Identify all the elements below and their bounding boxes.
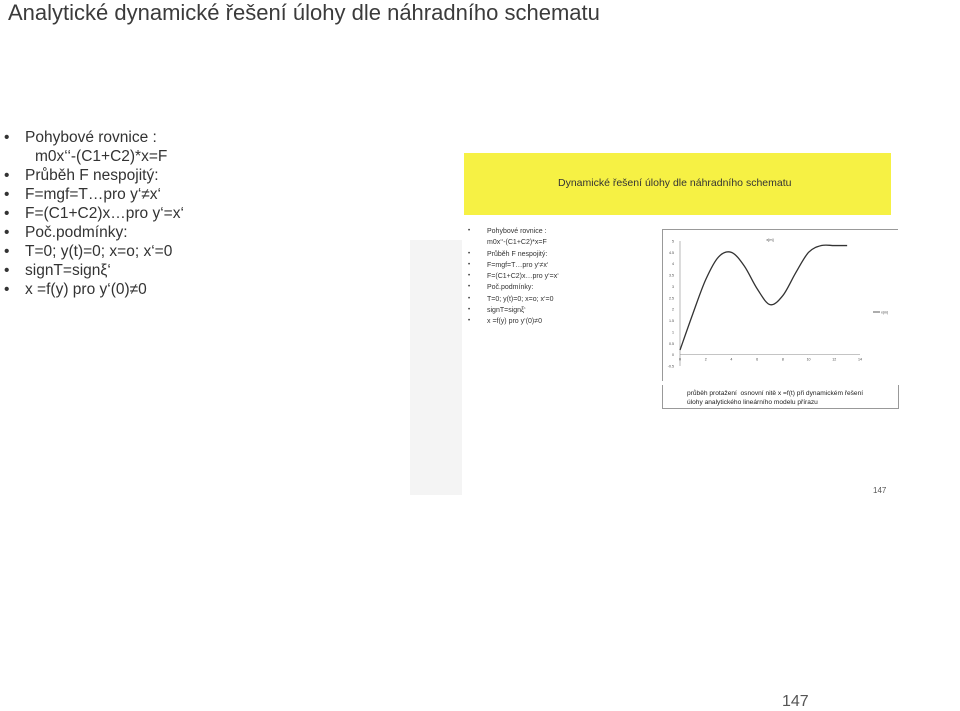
x-tick-label: 0 xyxy=(679,357,681,362)
x-tick-label: 6 xyxy=(756,357,759,362)
bullet-dot-icon: • xyxy=(4,224,10,241)
y-tick-label: 3.5 xyxy=(669,273,674,278)
caption-line-2: úlohy analytického lineárního modelu přírazu xyxy=(687,398,818,406)
list-item-text: Poč.podmínky: xyxy=(25,224,128,241)
bullet-dot-icon: • xyxy=(4,129,10,146)
x-tick-label: 14 xyxy=(858,357,862,362)
list-item-text: m0x‘‘-(C1+C2)*x=F xyxy=(487,239,547,247)
bullet-dot-icon: • xyxy=(468,273,471,280)
faint-shadow xyxy=(410,240,462,495)
list-item xyxy=(4,128,184,147)
list-item-text: F=mgf=T…pro y‘≠x‘ xyxy=(25,186,161,203)
y-tick-label: 2 xyxy=(672,307,674,312)
list-item-text: x =f(y) pro y‘(0)≠0 xyxy=(487,318,542,326)
chart xyxy=(662,229,898,381)
list-item xyxy=(468,282,559,293)
page-number: 147 xyxy=(782,693,809,710)
list-item-text: F=mgf=T…pro y‘≠x‘ xyxy=(487,261,549,269)
bullet-dot-icon: • xyxy=(4,205,10,222)
series-line xyxy=(680,245,847,350)
bullet-dot-icon: • xyxy=(468,307,471,314)
list-item xyxy=(468,237,559,248)
legend-label: x(m) xyxy=(881,310,889,315)
bullet-dot-icon: • xyxy=(4,281,10,298)
list-item-text: Průběh F nespojitý: xyxy=(25,167,159,184)
list-item-text: Pohybové rovnice : xyxy=(25,129,157,146)
y-tick-label: 0 xyxy=(672,353,674,358)
list-item xyxy=(4,242,184,261)
list-item xyxy=(4,147,184,166)
x-tick-label: 4 xyxy=(730,357,733,362)
y-tick-label: 1.5 xyxy=(669,319,674,324)
x-tick-label: 2 xyxy=(704,357,707,362)
y-tick-label: 4.5 xyxy=(669,250,674,255)
list-item xyxy=(468,294,559,305)
bullet-dot-icon: • xyxy=(468,228,471,234)
bullet-dot-icon: • xyxy=(468,250,471,257)
thumbnail-title: Dynamické řešení úlohy dle náhradního schematu xyxy=(558,177,792,189)
bullet-dot-icon: • xyxy=(4,186,10,203)
bullet-dot-icon: • xyxy=(4,262,10,279)
list-item-text: m0x‘‘-(C1+C2)*x=F xyxy=(35,148,168,165)
chart-caption xyxy=(687,390,863,408)
chart-title: x[m] xyxy=(766,238,774,242)
x-tick-label: 12 xyxy=(832,357,837,362)
bullet-dot-icon: • xyxy=(468,295,471,302)
list-item xyxy=(468,305,559,316)
list-item-text: T=0; y(t)=0; x=o; x‘=0 xyxy=(487,295,554,303)
list-item xyxy=(468,260,559,271)
x-tick-label: 10 xyxy=(806,357,811,362)
list-item-text: T=0; y(t)=0; x=o; x‘=0 xyxy=(25,243,173,260)
bullet-dot-icon: • xyxy=(4,167,10,184)
list-item xyxy=(4,280,184,299)
list-item-text: Průběh F nespojitý: xyxy=(487,250,548,258)
y-tick-label: -0.5 xyxy=(667,364,674,369)
chart-svg xyxy=(662,229,898,381)
bullet-dot-icon: • xyxy=(4,243,10,260)
y-tick-label: 0.5 xyxy=(669,341,674,346)
list-item xyxy=(468,226,559,237)
y-tick-label: 1 xyxy=(672,330,674,335)
y-tick-label: 3 xyxy=(672,284,674,289)
page-title: Analytické dynamické řešení úlohy dle náhradního schematu xyxy=(8,0,600,25)
thumbnail-bullet-list xyxy=(468,226,559,328)
y-tick-label: 4 xyxy=(672,262,674,267)
list-item xyxy=(468,271,559,282)
list-item xyxy=(4,223,184,242)
list-item-text: F=(C1+C2)x…pro y‘=x‘ xyxy=(25,205,184,222)
list-item xyxy=(4,185,184,204)
thumbnail-page-number: 147 xyxy=(873,486,887,495)
list-item xyxy=(4,261,184,280)
chart-caption-box xyxy=(662,385,899,409)
bullet-list xyxy=(4,128,184,299)
list-item xyxy=(468,249,559,260)
list-item-text: Pohybové rovnice : xyxy=(487,228,547,235)
list-item-text: signT=signξ‘ xyxy=(487,307,526,315)
bullet-dot-icon: • xyxy=(468,261,471,268)
list-item-text: Poč.podmínky: xyxy=(487,284,534,292)
list-item-text: signT=signξ‘ xyxy=(25,262,111,279)
list-item xyxy=(468,316,559,327)
caption-line-1: průběh protažení osnovní nitě x =f(t) při dynamickém řešení xyxy=(687,390,864,397)
list-item-text: F=(C1+C2)x…pro y‘=x‘ xyxy=(487,273,559,281)
y-tick-label: 5 xyxy=(672,239,674,244)
y-tick-label: 2.5 xyxy=(669,296,674,301)
bullet-dot-icon: • xyxy=(468,318,471,325)
list-item-text: x =f(y) pro y‘(0)≠0 xyxy=(25,281,147,298)
x-tick-label: 8 xyxy=(781,357,784,362)
list-item xyxy=(4,166,184,185)
list-item xyxy=(4,204,184,223)
bullet-dot-icon: • xyxy=(468,284,471,291)
